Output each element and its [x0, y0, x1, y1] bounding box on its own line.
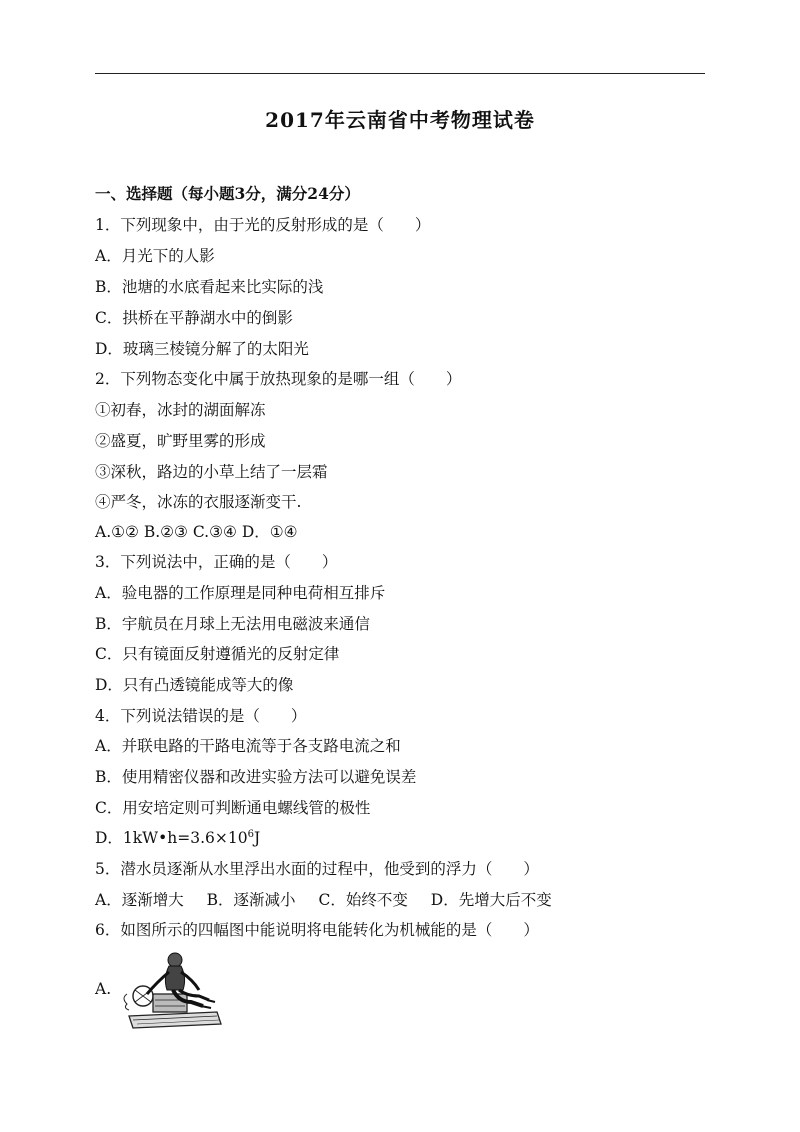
q1-option-c: C．拱桥在平静湖水中的倒影 — [95, 309, 293, 327]
q2-item-4: ④严冬，冰冻的衣服逐渐变干. — [95, 493, 302, 511]
q6-figure-a — [95, 950, 235, 1030]
q4-option-d — [95, 826, 260, 848]
question-4-stem: 4．下列说法错误的是（ ） — [95, 707, 307, 725]
q5-option-c: C．始终不变 — [318, 891, 408, 909]
q5-option-b: B．逐渐减小 — [206, 891, 296, 909]
q4d-text: D．1kW•h=3.6×10 — [95, 829, 248, 847]
q4d-exponent: 6 — [247, 828, 254, 840]
q2-item-2: ②盛夏，旷野里雾的形成 — [95, 432, 266, 450]
q1-option-b: B．池塘的水底看起来比实际的浅 — [95, 278, 324, 296]
q5-option-a: A．逐渐增大 — [95, 891, 184, 909]
hand-crank-generator-illustration — [117, 950, 229, 1032]
q3-option-a: A．验电器的工作原理是同种电荷相互排斥 — [95, 584, 386, 602]
q5-options — [95, 888, 552, 910]
q4d-unit: J — [253, 829, 261, 847]
page-title: 2017年云南省中考物理试卷 — [265, 108, 535, 132]
question-2-stem: 2．下列物态变化中属于放热现象的是哪一组（ ） — [95, 370, 462, 388]
q4-option-b: B．使用精密仪器和改进实验方法可以避免误差 — [95, 768, 417, 786]
q1-option-d: D．玻璃三棱镜分解了的太阳光 — [95, 340, 309, 358]
q3-option-c: C．只有镜面反射遵循光的反射定律 — [95, 645, 340, 663]
q6-figure-a-label: A. — [95, 980, 112, 998]
q5-option-d: D．先增大后不变 — [430, 891, 552, 909]
section-heading: 一、选择题（每小题3分，满分24分） — [95, 184, 360, 203]
question-1-stem: 1．下列现象中，由于光的反射形成的是（ ） — [95, 216, 431, 234]
question-3-stem: 3．下列说法中，正确的是（ ） — [95, 553, 338, 571]
q3-option-d: D．只有凸透镜能成等大的像 — [95, 676, 294, 694]
header-rule — [95, 73, 705, 74]
q3-option-b: B．宇航员在月球上无法用电磁波来通信 — [95, 615, 370, 633]
q2-item-3: ③深秋，路边的小草上结了一层霜 — [95, 463, 328, 481]
question-5-stem: 5．潜水员逐渐从水里浮出水面的过程中，他受到的浮力（ ） — [95, 860, 539, 878]
q4-option-c: C．用安培定则可判断通电螺线管的极性 — [95, 799, 371, 817]
q4-option-a: A．并联电路的干路电流等于各支路电流之和 — [95, 737, 401, 755]
question-6-stem: 6．如图所示的四幅图中能说明将电能转化为机械能的是（ ） — [95, 921, 539, 939]
q2-options: A.①② B.②③ C.③④ D．①④ — [95, 523, 298, 541]
q1-option-a: A．月光下的人影 — [95, 247, 215, 265]
q2-item-1: ①初春，冰封的湖面解冻 — [95, 401, 266, 419]
